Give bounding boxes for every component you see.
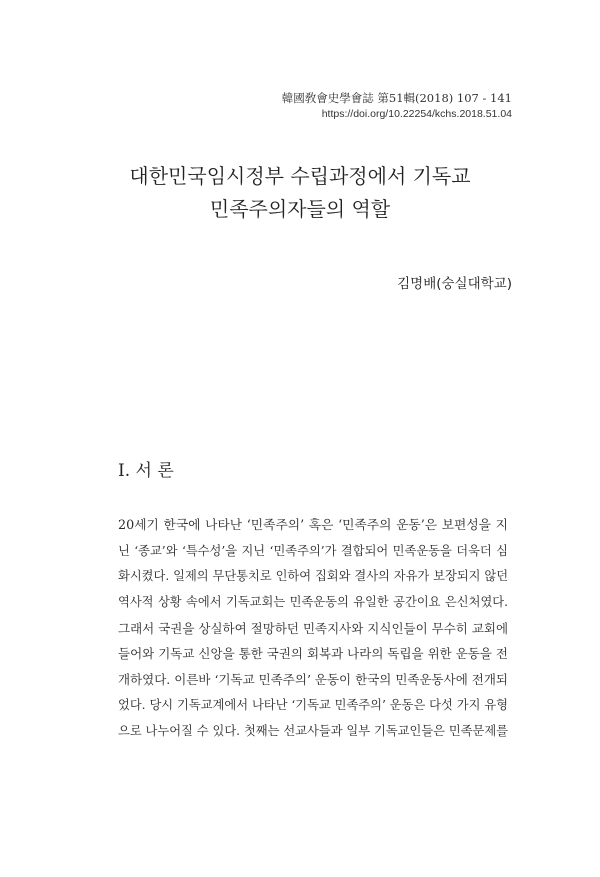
paragraph-line: 역사적 상황 속에서 기독교회는 민족운동의 유일한 공간이요 은신처였다. <box>118 595 508 610</box>
paragraph-line: 닌 ‘종교’와 ‘특수성’을 지닌 ‘민족주의’가 결합되어 민족운동을 더욱더 심 <box>118 543 508 558</box>
paragraph-line: 들어와 기독교 신앙을 통한 국권의 회복과 나라의 독립을 위한 운동을 전 <box>118 646 508 662</box>
body-paragraph <box>118 513 508 744</box>
paragraph-line: 20세기 한국에 나타난 ‘민족주의’ 혹은 ‘민족주의 운동’은 보편성을 지 <box>118 518 508 533</box>
section-heading: I. 서 론 <box>118 461 174 481</box>
paragraph-line: 으로 나누어질 수 있다. 첫째는 선교사들과 일부 기독교인들은 민족문제를 <box>118 723 509 738</box>
paragraph-line: 었다. 당시 기독교계에서 나타난 ‘기독교 민족주의’ 운동은 다섯 가지 유형 <box>118 697 508 712</box>
article-title-line-1: 대한민국임시정부 수립과정에서 기독교 <box>129 164 471 188</box>
journal-header <box>282 90 512 122</box>
author-affiliation: 김명배(숭실대학교) <box>397 276 512 292</box>
paragraph-line: 그래서 국권을 상실하여 절망하던 민족지사와 지식인들이 무수히 교회에 <box>118 620 509 636</box>
doi-link[interactable]: https://doi.org/10.22254/kchs.2018.51.04 <box>321 108 512 120</box>
article-title-line-2: 민족주의자들의 역할 <box>209 197 391 221</box>
paragraph-line: 화시켰다. 일제의 무단통치로 인하여 집회와 결사의 자유가 보장되지 않던 <box>118 569 509 584</box>
journal-citation: 韓國敎會史學會誌 第51輯(2018) 107 - 141 <box>281 91 512 105</box>
article-title <box>0 160 600 226</box>
paragraph-line: 개하였다. 이른바 ‘기독교 민족주의’ 운동이 한국의 민족운동사에 전개되 <box>118 672 508 688</box>
